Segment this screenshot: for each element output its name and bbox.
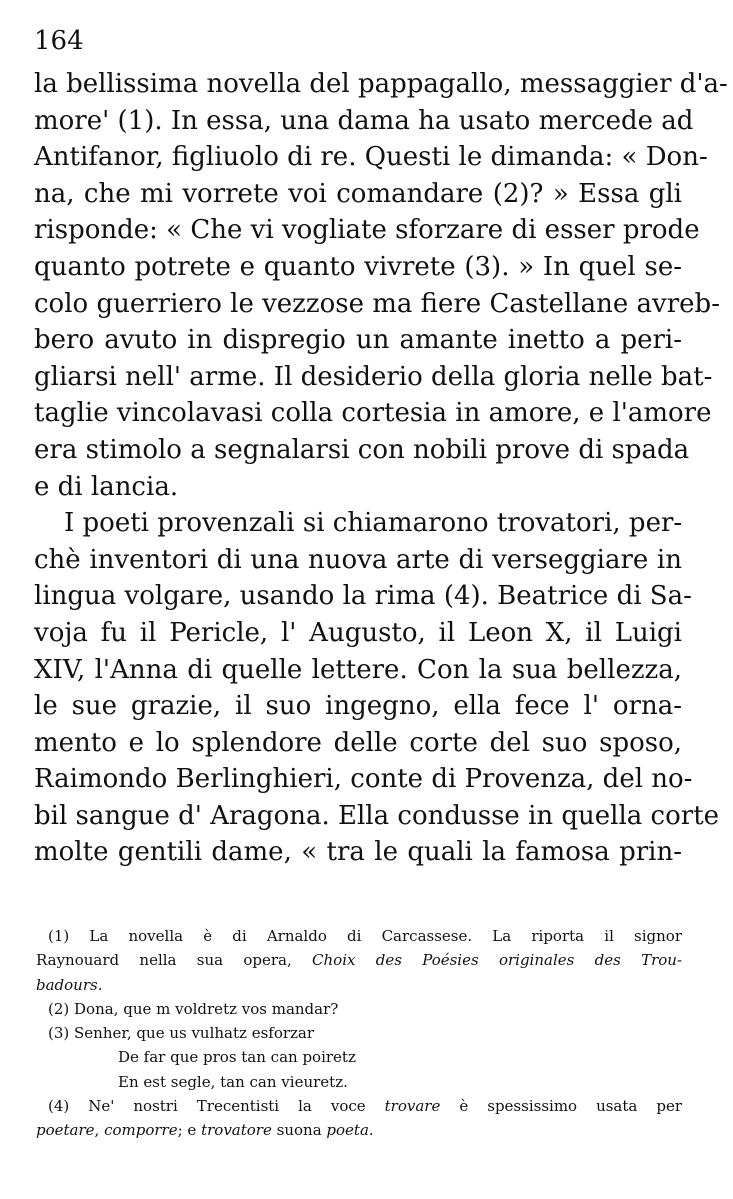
text-line: gliarsi nell' arme. Il desiderio della gloria nelle bat- [34, 361, 713, 392]
footnote-3-line: (3) Senher, que us vulhatz esforzar [48, 1024, 315, 1043]
text-line: risponde: « Che vi vogliate sforzare di esser prode [34, 215, 700, 246]
footnote-text: ; e [177, 1121, 197, 1140]
text-line: colo guerriero le vezzose ma fiere Castellane avreb- [34, 288, 720, 319]
text-line: le sue grazie, il suo ingegno, ella fece l' orna- [34, 691, 682, 722]
text-line: taglie vincolavasi colla cortesia in amore, e l'amore [34, 398, 712, 429]
text-line: voja fu il Pericle, l' Augusto, il Leon X, il Luigi [34, 617, 682, 648]
footnote-2: (2) Dona, que m voldretz vos mandar? [48, 999, 339, 1018]
footnote-text: suona [276, 1121, 322, 1140]
footnote-3-verse: De far que pros tan can poiretz [118, 1048, 356, 1067]
text-line: I poeti provenzali si chiamarono trovatori, per- [64, 508, 683, 539]
footnote-term: trovatore [201, 1121, 272, 1140]
page-number: 164 [34, 26, 84, 56]
text-line: chè inventori di una nuova arte di verseggiare in [34, 544, 682, 575]
text-line: la bellissima novella del pappagallo, messaggier d'a- [34, 69, 728, 99]
footnote-text: è spessissimo usata per [459, 1097, 682, 1116]
text-line: bil sangue d' Aragona. Ella condusse in quella corte [34, 800, 720, 831]
footnote-term: poetare [36, 1121, 95, 1140]
body-text [34, 66, 728, 871]
text-line: e di lancia. [34, 471, 179, 502]
footnote-4-line [36, 1094, 682, 1118]
text-line: na, che mi vorrete voi comandare (2)? » Essa gli [34, 178, 682, 209]
footnote-text: Raynouard nella sua opera, [36, 951, 292, 970]
footnote-1-line [36, 973, 682, 997]
footnote-1-line: (1) La novella è di Arnaldo di Carcassese. La riporta il signor [48, 927, 682, 945]
text-line: XIV, l'Anna di quelle lettere. Con la sua bellezza, [34, 654, 682, 685]
text-line: Antifanor, figliuolo di re. Questi le dimanda: « Don- [34, 142, 708, 173]
footnote-text: (4) Ne' nostri Trecentisti la voce [48, 1097, 366, 1116]
footnote-title: badours. [36, 975, 103, 994]
footnote-term: poeta [326, 1121, 369, 1140]
footnote-term: trovare [384, 1097, 441, 1116]
footnote-title: Choix des Poésies originales des Trou- [312, 951, 683, 970]
text-line: molte gentili dame, « tra le quali la famosa prin- [34, 837, 682, 868]
footnote-4-line [36, 1118, 682, 1142]
footnote-text: , [94, 1121, 100, 1140]
text-line: Raimondo Berlinghieri, conte di Provenza, del no- [34, 764, 693, 795]
footnote-1-line [36, 948, 682, 972]
footnote-3-verse: En est segle, tan can vieuretz. [118, 1072, 348, 1091]
footnotes [36, 924, 682, 1143]
text-line: more' (1). In essa, una dama ha usato mercede ad [34, 105, 694, 136]
text-line: bero avuto in dispregio un amante inetto a peri- [34, 325, 682, 356]
text-line: quanto potrete e quanto vivrete (3). » In quel se- [34, 251, 682, 282]
footnote-term: comporre [104, 1121, 178, 1140]
text-line: mento e lo splendore delle corte del suo sposo, [34, 727, 682, 758]
footnote-text: . [368, 1121, 374, 1140]
text-line: era stimolo a segnalarsi con nobili prove di spada [34, 434, 690, 465]
text-line: lingua volgare, usando la rima (4). Beatrice di Sa- [34, 581, 692, 612]
